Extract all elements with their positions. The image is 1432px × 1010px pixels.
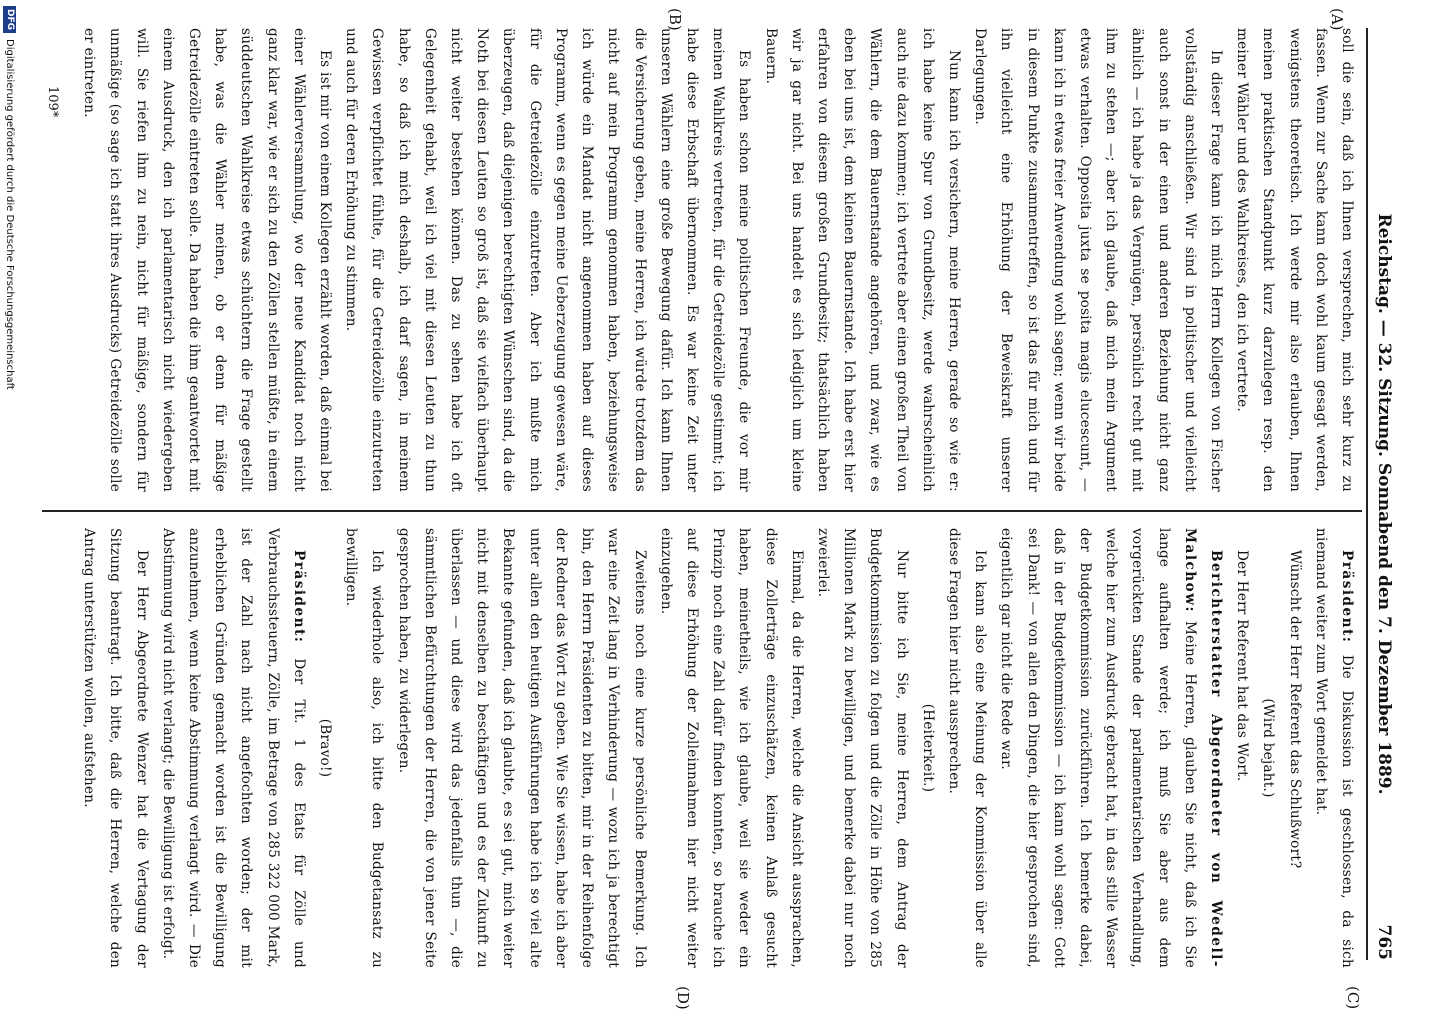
speech-paragraph [993,528,1229,968]
paragraph: In dieser Frage kann ich mich Herrn Kollegen von Fischer vollständig anschließen. Wir sind in politischer und vielleicht auch sonst in der einen und anderen Beziehung nicht ganz ähnlich — ich habe ja das Vergnügen, persönlich recht gut mit ihm zu stehen —; aber ich glaube, daß mich mein Argument etwas verhalten. Opposita juxta se posita magis elucescunt, — kann ich in etwas freier Anwendung wohl sagen; wenn wir beide in diesem Punkte zusammentreffen, so ist das für mich und für ihn vielleicht eine Erhöhung der Beweiskraft unserer Darlegungen. [972,28,1224,492]
paragraph: Nur bitte ich Sie, meine Herren, dem Antrag der Budgetkommission zu folgen und die Zölle in Höhe von 285 Millionen Mark zu bewilligen, und bemerke dabei nur noch zweierlei. [814,528,910,968]
margin-marker-a: (A) [1328,8,1346,31]
speech-text: Der Tit. 1 des Etats für Zölle und Verbrauchssteuern, Zölle, im Betrage von 285 322 000 Mark, ist der Zahl nach nicht angefochten worden; der mit erheblichen Gründen gemacht worden ist die Bewilligung anzunehmen, wenn keine Abstimmung verlangt wird. — Die Abstimmung wird nicht verlangt; die Bewilligung ist erfolgt. [159,528,307,968]
speaker-name: Berichterstatter Abgeordneter von Wedell-Malchow: [1181,528,1224,968]
speech-paragraph [1308,528,1360,968]
paragraph: Es ist mir von einem Kollegen erzählt worden, daß einmal bei einer Wählerversammlung, wo der neue Kandidat noch nicht ganz klar war, wie er sich zu den Zöllen stellen müßte, in einem süddeutschen Wahlkreise etwas schüchtern die Frage gestellt habe, was die Wähler meinen, ob er denn für mäßige Getreidezölle eintreten solle. Da haben die ihm geantwortet mit einem Ausdruck, den ich parlamentarisch nicht wiedergeben will. Sie riefen ihm zu nein, nicht für mäßige, sondern für unmäßige (so sage ich statt ihres Ausdrucks) Getreidezölle solle er eintreten. [81,28,334,492]
dfg-logo: DFG [4,6,17,33]
margin-marker-c: (C) [1344,986,1362,1010]
margin-marker-d: (D) [674,986,692,1010]
paragraph: Einmal, da die Herren, welche die Ansicht aussprachen, diese Zollerträge einzuschätzen, keinen Anlaß gesucht haben, meinetheils, wie ich glaube, weil sie weder ein Prinzip noch eine Zahl dafür finden konnten, so brauche ich auf diese Erhöhung der Zolleinnahmen hier nicht weiter einzugehen. [657,528,805,968]
paragraph: Zweitens noch eine kurze persönliche Bemerkung. Ich war eine Zeit lang in Verhinderung — wozu ich ja berechtigt bin, den Herrn Präsidenten zu bitten, mir in der Reihenfolge der Redner das Wort zu geben. Wie Sie wissen, habe ich aber unter allen den heutigen Ausführungen habe ich so viel alte Bekannte gefunden, daß ich glaubte, es sei gut, mich weiter nicht mit denselben zu beschäftigen und es der Zukunft zu überlassen — und diese wird das jedenfalls thun —, die sämmtlichen Befürchtungen der Herren, die von jener Seite gesprochen haben, zu widerlegen. [395,528,648,968]
page-header [1364,28,1394,980]
paragraph: soll die sein, daß ich Ihnen versprechen, mich sehr kurz zu fassen. Wenn zur Sache kann doch wohl kaum gesagt werden, wenigstens theoretisch. Ich werde mir also erlauben, Ihnen meinen praktischen Standpunkt kurz darzulegen resp. den meiner Wähler und des Wahlkreises, den ich vertrete. [1234,28,1355,492]
speech-paragraph [155,528,312,968]
left-column [70,28,1360,492]
speech-text: Meine Herren, glauben Sie nicht, daß ich Sie lange aufhalten werde; ich muß Sie aber aus dem vorgerückten Stande der parlamentarischen Verhandlung, welche hier zum Ausdruck gebracht hat, in das stille Wasser der Budgetkommission zurückführen. Ich bemerke dabei, daß in der Budgetkommission — ich kann wohl sagen: Gott sei Dank! — von allen den Dingen, die hier gesprochen sind, eigentlich gar nicht die Rede war. [998,528,1198,968]
footer [2,6,18,996]
header-rule [1366,28,1368,960]
paragraph: Nun kann ich versichern, meine Herren, gerade so wie er: ich habe keine Spur von Grundbesitz, werde wahrscheinlich auch nie dazu kommen; ich vertrete aber einen großen Theil von Wählern, die dem Bauernstande angehören, und zwar, wie es eben bei uns ist, dem kleinen Bauernstande. Ich habe erst hier erfahren von diesem großen Grundbesitz; thatsächlich haben wir ja gar nicht. Bei uns handelt es sich lediglich um kleine Bauern. [762,28,962,492]
paragraph: Wünscht der Herr Referent das Schlußwort? [1286,550,1303,869]
column-divider [42,510,1362,512]
right-column [70,528,1360,968]
page-number: 765 [1374,924,1394,960]
speech-text: Die Diskussion ist geschlossen, da sich niemand weiter zum Wort gemeldet hat. [1312,528,1355,968]
stage-direction: (Heiterkeit.) [919,703,936,793]
paragraph: Der Herr Abgeordnete Wenzer hat die Vertagung der Sitzung beantragt. Ich bitte, daß die Herren, welche den Antrag unterstützen wollen, aufstehen. [81,528,150,968]
stage-direction: (Wird bejaht.) [1260,698,1277,798]
margin-marker-b: (B) [666,8,684,31]
paragraph: Ich kann also eine Meinung der Kommission über alle diese Fragen hier nicht aussprechen. [945,528,989,968]
speaker-name: Präsident: [1339,550,1355,644]
paragraph: Ich wiederhole also, ich bitte den Budgetansatz zu bewilligen. [343,528,386,968]
footnote-signature: 109* [45,86,60,118]
paragraph: Es haben schon meine politischen Freunde, die vor mir meinen Wahlkreis vertreten, für die Getreidezölle gestimmt; ich habe diese Erbschaft übernommen. Es war keine Zeit unter unseren Wählern eine große Bewegung dafür. Ich kann Ihnen die Versicherung geben, meine Herren, ich würde trotzdem das nicht auf mein Programm genommen haben, beziehungsweise ich würde ein Mandat nicht angenommen haben auf dieses Programm, wenn es gegen meine Ueberzeugung gewesen wäre, für die Getreidezölle einzutreten. Aber ich mußte mich überzeugen, daß diejenigen berechtigten Wünschen sind, da die Noth bei diesen Leuten so groß ist, daß sie vielfach überhaupt nicht weiter bestehen können. Das zu sehen habe ich oft Gelegenheit gehabt, weil ich viel mit diesen Leuten zu thun habe, so daß ich mich deshalb, ich darf sagen, in meinem Gewissen verpflichtet fühlte, für die Getreidezölle einzutreten und auch für deren Erhöhung zu stimmen. [343,28,753,492]
page-title: Reichstag. — 32. Sitzung. Sonnabend den 7. Dezember 1889. [1374,213,1394,795]
footer-text: Digitalisierung gefördert durch die Deutsche Forschungsgemeinschaft [4,39,16,390]
paragraph [70,28,76,492]
speaker-name: Präsident: [290,550,307,644]
stage-direction: (Bravo!) [317,718,334,778]
paragraph: Der Herr Referent hat das Wort. [1234,550,1251,782]
